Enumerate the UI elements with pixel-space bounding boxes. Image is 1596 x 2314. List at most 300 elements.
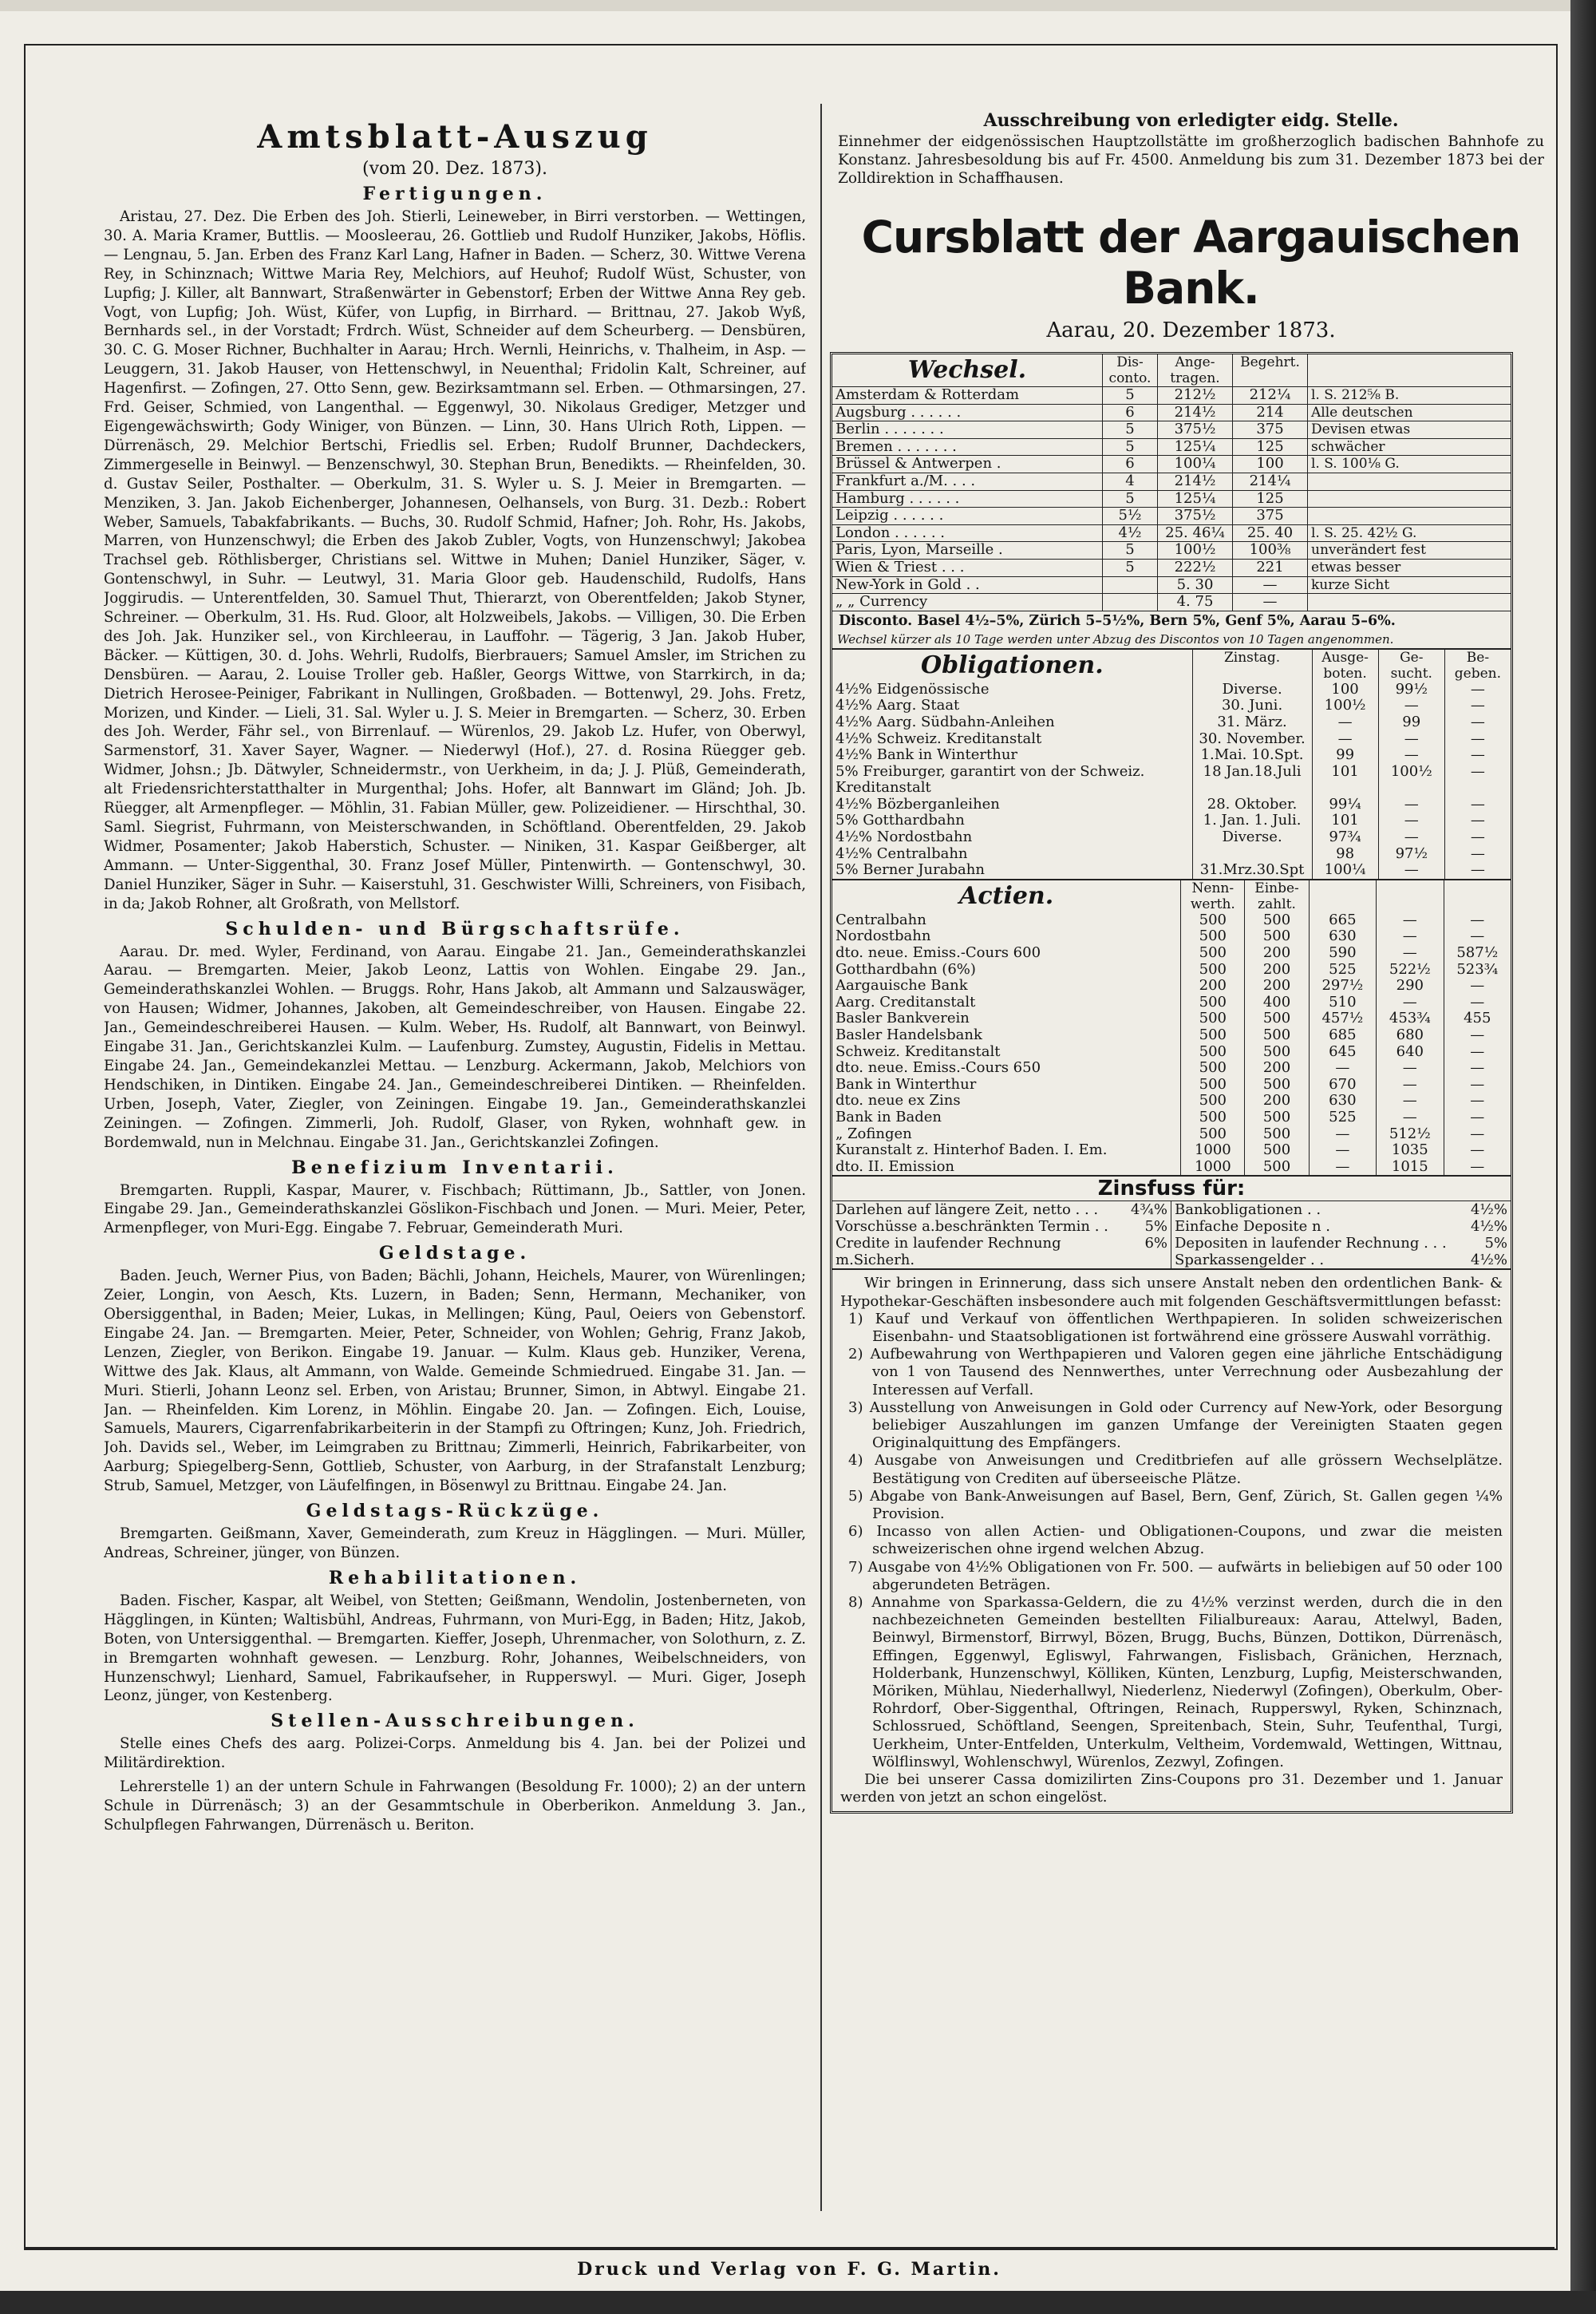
obligation-value: —: [1444, 797, 1511, 813]
zins-label: Vorschüsse a.beschränkten Termin . .: [836, 1218, 1108, 1236]
actien-value: 630: [1309, 928, 1376, 945]
actien-row: [832, 1093, 1511, 1110]
wechsel-place: New-York in Gold . .: [832, 576, 1103, 594]
obligationen-header: Obligationen.: [920, 651, 1104, 679]
wechsel-value: Alle deutschen: [1308, 404, 1511, 421]
wechsel-value: 100⅜: [1233, 542, 1308, 560]
actien-row: [832, 1027, 1511, 1044]
wechsel-value: 4: [1103, 473, 1158, 490]
wechsel-place: Bremen . . . . . . .: [832, 438, 1103, 456]
actien-value: —: [1444, 1142, 1511, 1159]
obligation-value: —: [1444, 731, 1511, 748]
wechsel-value: l. S. 25. 42½ G.: [1308, 524, 1511, 542]
actien-value: 500: [1245, 1159, 1309, 1176]
top-margin: [0, 0, 1570, 11]
notice-item: 5) Abgabe von Bank-Anweisungen auf Basel, Bern, Genf, Zürich, St. Gallen gegen ¼% Provision.: [848, 1487, 1503, 1522]
wechsel-row: [832, 524, 1511, 542]
actien-value: 1035: [1377, 1142, 1444, 1159]
actien-row: [832, 1077, 1511, 1094]
actien-name: dto. neue. Emiss.-Cours 600: [836, 944, 1041, 962]
actien-value: 453¾: [1377, 1011, 1444, 1027]
actien-value: —: [1377, 1060, 1444, 1077]
zins-rate: 4¾%: [1130, 1201, 1167, 1219]
zins-row: [1171, 1201, 1511, 1218]
actien-row: [832, 912, 1511, 929]
actien-value: 522½: [1377, 962, 1444, 979]
wechsel-row: [832, 421, 1511, 439]
obligation-value: Diverse.: [1192, 829, 1312, 846]
notice-item: 7) Ausgabe von 4½% Obligationen von Fr. 500. — aufwärts in beliebigen auf 50 oder 100 abgerundeten Beträgen.: [848, 1558, 1503, 1593]
wechsel-value: 5: [1103, 490, 1158, 508]
actien-name: Basler Bankverein: [836, 1010, 970, 1027]
wechsel-row: [832, 438, 1511, 456]
imprint-footer: Druck und Verlag von F. G. Martin.: [577, 2259, 1001, 2280]
wechsel-value: [1308, 508, 1511, 525]
wechsel-value: 212¼: [1233, 387, 1308, 405]
actien-value: 200: [1245, 1060, 1309, 1077]
wechsel-place: Berlin . . . . . . .: [832, 421, 1103, 439]
section-heading: Fertigungen.: [362, 184, 547, 204]
actien-value: 680: [1377, 1027, 1444, 1044]
actien-value: —: [1377, 928, 1444, 945]
actien-value: 525: [1309, 962, 1376, 979]
obligation-value: 99¼: [1312, 797, 1378, 813]
cursblatt-date: Aarau, 20. Dezember 1873.: [1046, 318, 1336, 342]
actien-value: 512½: [1377, 1126, 1444, 1143]
bottom-rule: [24, 2247, 1555, 2249]
actien-value: —: [1444, 1159, 1511, 1176]
actien-value: 200: [1245, 962, 1309, 979]
wechsel-place: Brüssel & Antwerpen .: [832, 456, 1103, 473]
left-column: [104, 96, 806, 2235]
wechsel-value: l. S. 100⅛ G.: [1308, 456, 1511, 473]
wechsel-row: [832, 490, 1511, 508]
obligation-row: [832, 797, 1511, 813]
wechsel-row: [832, 387, 1511, 405]
zins-rate: 5%: [1484, 1235, 1507, 1252]
obligation-value: —: [1444, 846, 1511, 863]
wechsel-value: 100¼: [1158, 456, 1233, 473]
section-heading: Benefizium Inventarii.: [291, 1157, 618, 1178]
col-begeben: Be- geben.: [1444, 649, 1511, 682]
actien-row: [832, 928, 1511, 945]
actien-value: —: [1444, 1093, 1511, 1110]
wechsel-value: l. S. 212⅝ B.: [1308, 387, 1511, 405]
wechsel-value: 5½: [1103, 508, 1158, 525]
actien-value: 500: [1181, 912, 1245, 929]
section-heading: Rehabilitationen.: [328, 1567, 582, 1588]
actien-value: 525: [1309, 1110, 1376, 1126]
notice-paragraph: Lehrerstelle 1) an der untern Schule in Fahrwangen (Besoldung Fr. 1000); 2) an der untern Schule in Dürrenäsch; 3) an der Gesammtschule in Oberberikon. Anmeldung 3. Jan., Schulpflegen Fahrwangen, Dürrenäsch u. Beriton.: [104, 1778, 806, 1833]
obligation-name: 4½% Eidgenössische: [836, 680, 990, 698]
wechsel-value: 125: [1233, 490, 1308, 508]
actien-value: 500: [1181, 1126, 1245, 1143]
actien-name: Bank in Baden: [836, 1108, 942, 1125]
wechsel-value: —: [1233, 594, 1308, 611]
wechsel-row: [832, 508, 1511, 525]
notice-paragraph: Stelle eines Chefs des aarg. Polizei-Corps. Anmeldung bis 4. Jan. bei der Polizei und Militärdirektion.: [104, 1735, 806, 1772]
obligation-value: [1192, 846, 1312, 863]
obligation-row: [832, 764, 1511, 797]
actien-value: —: [1309, 1126, 1376, 1143]
actien-value: 1000: [1181, 1142, 1245, 1159]
actien-value: 590: [1309, 945, 1376, 962]
col-zinstag: Zinstag.: [1192, 649, 1312, 682]
obligation-name: 5% Gotthardbahn: [836, 812, 965, 829]
zins-row: [1171, 1218, 1511, 1235]
wechsel-value: 100: [1233, 456, 1308, 473]
actien-name: Kuranstalt z. Hinterhof Baden. I. Em.: [836, 1141, 1108, 1159]
obligation-row: [832, 731, 1511, 748]
obligation-row: [832, 813, 1511, 829]
zins-row: [1171, 1252, 1511, 1268]
obligation-name: 4½% Nordostbahn: [836, 829, 973, 846]
actien-value: 290: [1377, 978, 1444, 995]
obligation-value: —: [1444, 862, 1511, 879]
actien-row: [832, 1110, 1511, 1126]
actien-value: 500: [1245, 1142, 1309, 1159]
zins-rate: 4½%: [1470, 1252, 1507, 1269]
wechsel-row: [832, 456, 1511, 473]
actien-value: 645: [1309, 1044, 1376, 1061]
wechsel-value: 5: [1103, 559, 1158, 576]
column-rule: [820, 104, 822, 2211]
wechsel-value: Devisen etwas: [1308, 421, 1511, 439]
actien-value: 665: [1309, 912, 1376, 929]
zinsfuss-header: Zinsfuss für:: [832, 1175, 1511, 1201]
notice-paragraph: Bremgarten. Geißmann, Xaver, Gemeinderath, zum Kreuz in Hägglingen. — Muri. Müller, Andreas, Schreiner, jünger, von Bünzen.: [104, 1525, 806, 1561]
actien-value: 500: [1245, 1027, 1309, 1044]
cursblatt-box: [830, 352, 1513, 1814]
obligation-row: [832, 747, 1511, 764]
actien-value: —: [1444, 1110, 1511, 1126]
wechsel-place: Amsterdam & Rotterdam: [832, 387, 1103, 405]
notice-paragraph: Baden. Jeuch, Werner Pius, von Baden; Bächli, Johann, Heichels, Maurer, von Würenlingen; Zeier, Longin, von Aesch, Kts. Luzern, in Baden; Senn, Hermann, Mechaniker, von Obersiggenthal, in Baden; Meier, Lukas, in Mellingen; Küng, Paul, Oeiers von Gebenstorf. Eingabe 24. Jan. — Bremgarten. Meier, Peter, Schneider, von Wohlen; Gehrig, Franz Jakob, Lenzen, Ziegler, von Berikon. Eingabe 19. Januar. — Kulm. Klaus geb. Hunziker, Verena, Wittwe des Jak. Klaus, alt Ammann, von Walde. Gemeinde Schmiedrued. Eingabe 31. Jan. — Muri. Stierli, Johann Leonz sel. Erben, von Aristau; Brunner, Simon, in Abtwyl. Eingabe 21. Jan. — Rheinfelden. Kim Lorenz, in Möhlin. Eingabe 20. Jan. — Zofingen. Eich, Louise, Samuels, Maurers, Cigarrenfabrikarbeiterin in der Stampfi zu Oftringen; Kunz, Joh. Friedrich, Joh. Davids sel., Weber, im Leimgraben zu Brittnau; Zimmerli, Heinrich, Fabrikarbeiter, von Aarburg; Spiegelberg-Senn, Gottlieb, Schuster, von Aarburg, in der Strafanstalt Lenzburg; Strub, Samuel, Metzger, von Läufelfingen, in Bösenwyl zu Brittnau. Eingabe 24. Jan.: [104, 1268, 806, 1495]
notice-items: [840, 1311, 1503, 1771]
obligation-value: 18 Jan.18.Juli: [1192, 764, 1312, 797]
obligation-row: [832, 714, 1511, 731]
obligation-value: 100½: [1378, 764, 1444, 797]
actien-value: 500: [1181, 1027, 1245, 1044]
actien-value: 500: [1245, 1126, 1309, 1143]
obligation-value: —: [1444, 829, 1511, 846]
obligation-value: 100½: [1312, 698, 1378, 714]
actien-value: 500: [1181, 1110, 1245, 1126]
obligation-value: 97½: [1378, 846, 1444, 863]
notice-paragraph: Aristau, 27. Dez. Die Erben des Joh. Stierli, Leineweber, in Birri verstorben. — Wettingen, 30. A. Maria Kramer, Buttlis. — Moosleerau, 26. Gottlieb und Rudolf Hunziker, Jakobs, Höflis. — Lengnau, 5. Jan. Erben des Franz Karl Lang, Hafner in Baden. — Scherz, 30. Wittwe Verena Rey, in Schinznach; Wittwe Maria Rey, Melchiors, auf Heuhof; Rudolf Wüst, Schuster, von Lupfig; J. Killer, alt Bannwart, Straßenwärter in Gebenstorf; Erben der Wittwe Anna Rey geb. Vogt, von Lupfig; Joh. Wüst, Küfer, von Lupfig, in Birrhard. — Brittnau, 27. Jakob Wyß, Bernhards sel., in der Vorstadt; Frdrch. Wüst, Schneider auf dem Scheurberg. — Densbüren, 30. C. G. Moser Richner, Buchhalter in Aarau; Hrch. Wernli, Heinrichs, v. Thalheim, in Asp. — Leuggern, 31. Jakob Hauser, von Hettenschwyl, in Neuenthal; Fridolin Kalt, Schreiner, auf Hagenfirst. — Zofingen, 27. Otto Senn, gew. Bezirksamtmann sel. Erben. — Othmarsingen, 27. Frd. Geiser, Schmied, von Langenthal. — Eggenwyl, 30. Nikolaus Grediger, Metzger und Eigengewächswirth; Gody Winiger, von Bünzen. — Linn, 30. Hans Ulrich Roth, Lippen. — Dürrenäsch, 29. Melchior Bertschi, Friedlis sel. Erben; Rudolf Brunner, Dachdeckers, Zimmergeselle in Beinwyl. — Benzenschwyl, 30. Stephan Brun, Benedikts. — Rheinfelden, 30. d. Gustav Seiler, Posthalter. — Oberkulm, 31. S. Wyler u. S. J. Meier in Bremgarten. — Menziken, 3. Jan. Jakob Eichenberger, Johannesen, Oelhansels, von Burg. 31. Dezb.: Robert Weber, Samuels, Tabakfabrikants. — Buchs, 30. Rudolf Schmid, Hafner; Joh. Rohr, Hs. Jakobs, Marren, von Hunzenschwyl; die Erben des Jakob Zubler, Vogts, von Hunzenschwyl; Jakobea Trachsel geb. Röthlisberger, Christians sel. Wittwe in Muhen; Daniel Hunziker, Säger, v. Gontenschwyl, in Suhr. — Leutwyl, 31. Maria Gloor geb. Haudenschild, Rudolfs, Hans Joggirudis. — Unterentfelden, 30. Samuel Thut, Thierarzt, von Oberentfelden; Jakob Styner, Schreiner. — Oberkulm, 31. Hs. Rud. Gloor, alt Holzweibels, Jakobs. — Villigen, 30. Die Erben des Joh. Jak. Hunziker sel., von Kirchleerau, in Lauffohr. — Tägerig, 3 Jan. Jakob Huber, Bäcker. — Küttigen, 30. d. Johs. Wehrli, Rudolfs, Bierbrauers; Samuel Amsler, im Strichen zu Densbüren. — Aarau, 2. Louise Troller geb. Haßler, Georgs Wittwe, von Starrkirch, in da; Dietrich Herosee-Peiniger, Fabrikant in Nullingen, Großbaden. — Bottenwyl, 29. Johs. Fretz, Morizen, und Kinder. — Lieli, 31. Sal. Wyler u. J. S. Meier in Bremgarten. — Scherz, 30. Erben des Joh. Werder, Fähr sel., von Birrenlauf. — Würenlos, 29. Jakob Lz. Hufer, von Oberwyl, Sarmenstorf, 31. Xaver Sayer, Wagner. — Niederwyl (Hof.), 27. d. Rosina Rüegger geb. Widmer, Johsn.; Jb. Dätwyler, Schneidermstr., von Uerkheim, in da; J. J. Plüß, Gemeinderath, alt Friedensrichterstatthalter in Murgenthal; Johs. Hofer, alt Bannwart im Gländ; Joh. Jb. Rüegger, alt Armenpfleger. — Möhlin, 31. Fabian Müller, gew. Polizeidiener. — Hirschthal, 30. Saml. Siegrist, Fuhrmann, von Meisterschwanden, in Schöftland. Oberentfelden, 29. Jakob Widmer, Posamenter; Jakob Haberstich, Schuster. — Niniken, 31. Kaspar Geißberger, alt Ammann. — Unter-Siggenthal, 30. Franz Josef Müller, Pintenwirth. — Gontenschwyl, 30. Daniel Hunziker, Säger in Suhr. — Kaiserstuhl, 31. Geschwister Willi, Schreiners, von Fisibach, in da; Jakob Rohner, alt Großrath, von Mellstorf.: [104, 208, 806, 912]
actien-value: —: [1377, 1110, 1444, 1126]
actien-value: 500: [1181, 995, 1245, 1011]
obligation-row: [832, 846, 1511, 863]
zins-label: Credite in laufender Rechnung m.Sicherh.: [836, 1235, 1061, 1269]
cursblatt-title: Cursblatt der Aargauischen Bank.: [861, 212, 1521, 314]
actien-value: 500: [1181, 945, 1245, 962]
actien-value: —: [1444, 1126, 1511, 1143]
wechsel-row: [832, 404, 1511, 421]
ausschreibung-heading: Ausschreibung von erledigter eidg. Stelle.: [983, 110, 1399, 131]
actien-value: —: [1309, 1159, 1376, 1176]
wechsel-value: 375½: [1158, 421, 1233, 439]
zins-row: [832, 1201, 1171, 1218]
bank-notice: [832, 1268, 1511, 1811]
wechsel-value: 222½: [1158, 559, 1233, 576]
actien-name: dto. neue. Emiss.-Cours 650: [836, 1059, 1041, 1077]
obligation-name: 4½% Aarg. Südbahn-Anleihen: [836, 713, 1055, 730]
actien-value: 640: [1377, 1044, 1444, 1061]
obligation-value: 100¼: [1312, 862, 1378, 879]
obligation-value: —: [1312, 714, 1378, 731]
actien-value: —: [1444, 1044, 1511, 1061]
wechsel-value: 4. 75: [1158, 594, 1233, 611]
zinsfuss-left: [832, 1201, 1171, 1268]
obligation-value: 31.Mrz.30.Spt: [1192, 862, 1312, 879]
wechsel-place: London . . . . . .: [832, 524, 1103, 542]
section-heading: Schulden- und Bürgschaftsrüfe.: [225, 918, 685, 939]
notice-item: 4) Ausgabe von Anweisungen und Creditbriefen auf alle grössern Wechselplätze. Bestätigung von Crediten auf überseeische Plätze.: [848, 1452, 1503, 1487]
col-begehrt: Begehrt.: [1233, 354, 1308, 387]
wechsel-value: 221: [1233, 559, 1308, 576]
actien-row: [832, 1142, 1511, 1159]
actien-value: 297½: [1309, 978, 1376, 995]
notice-paragraph: Bremgarten. Ruppli, Kaspar, Maurer, v. Fischbach; Rüttimann, Jb., Sattler, von Jonen. Eingabe 29. Jan., Gemeinderathskanzlei Göslikon-Fischbach und Jonen. — Muri. Meier, Peter, Armenpfleger, von Muri-Egg. Eingabe 7. Februar, Gemeinderath Muri.: [104, 1181, 806, 1237]
actien-value: 500: [1181, 962, 1245, 979]
wechsel-value: 6: [1103, 404, 1158, 421]
disconto-line: Disconto. Basel 4½–5%, Zürich 5–5½%, Bern 5%, Genf 5%, Aarau 5–6%.: [832, 611, 1511, 631]
obligation-value: —: [1312, 731, 1378, 748]
actien-value: 523¾: [1444, 962, 1511, 979]
obligation-value: —: [1378, 813, 1444, 829]
obligation-value: 97¾: [1312, 829, 1378, 846]
actien-value: 500: [1245, 1077, 1309, 1094]
wechsel-value: 5: [1103, 387, 1158, 405]
notice-item: 6) Incasso von allen Actien- und Obligationen-Coupons, und zwar die meisten schweizerischen ohne irgend welchen Abzug.: [848, 1523, 1503, 1558]
wechsel-value: 5: [1103, 438, 1158, 456]
right-column: [830, 104, 1552, 2243]
actien-name: dto. neue ex Zins: [836, 1092, 961, 1110]
obligation-value: 1. Jan. 1. Juli.: [1192, 813, 1312, 829]
obligation-value: —: [1378, 862, 1444, 879]
obligation-value: —: [1444, 747, 1511, 764]
zins-label: Einfache Deposite n .: [1175, 1218, 1331, 1236]
obligation-value: —: [1378, 731, 1444, 748]
actien-value: 500: [1245, 1044, 1309, 1061]
obligation-name: 4½% Bank in Winterthur: [836, 746, 1018, 764]
actien-value: 500: [1245, 912, 1309, 929]
wechsel-note: Wechsel kürzer als 10 Tage werden unter Abzug des Discontos von 10 Tagen angenommen.: [837, 631, 1394, 647]
obligation-value: 30. Juni.: [1192, 698, 1312, 714]
actien-value: 457½: [1309, 1011, 1376, 1027]
wechsel-place: Frankfurt a./M. . . .: [832, 473, 1103, 490]
actien-value: 200: [1245, 1093, 1309, 1110]
actien-table: [832, 879, 1511, 1176]
zins-row: [832, 1235, 1171, 1268]
obligation-value: 101: [1312, 764, 1378, 797]
actien-value: —: [1444, 1060, 1511, 1077]
wechsel-value: 25. 40: [1233, 524, 1308, 542]
wechsel-value: 125¼: [1158, 438, 1233, 456]
obligation-name: 4½% Bözberganleihen: [836, 795, 1000, 813]
actien-name: Centralbahn: [836, 911, 926, 928]
wechsel-value: 5. 30: [1158, 576, 1233, 594]
obligation-name: 4½% Centralbahn: [836, 845, 968, 862]
zinsfuss-block: [832, 1201, 1511, 1268]
wechsel-value: kurze Sicht: [1308, 576, 1511, 594]
wechsel-place: Wien & Triest . . .: [832, 559, 1103, 576]
wechsel-value: [1308, 473, 1511, 490]
col-gesucht: Ge- sucht.: [1378, 649, 1444, 682]
actien-name: Bank in Winterthur: [836, 1075, 977, 1093]
actien-row: [832, 945, 1511, 962]
obligation-name: 5% Berner Jurabahn: [836, 861, 985, 879]
actien-value: —: [1377, 1093, 1444, 1110]
wechsel-header: Wechsel.: [907, 356, 1027, 384]
obligation-value: —: [1444, 813, 1511, 829]
actien-value: —: [1377, 1077, 1444, 1094]
actien-value: 685: [1309, 1027, 1376, 1044]
actien-value: —: [1444, 928, 1511, 945]
obligation-value: —: [1378, 698, 1444, 714]
obligation-value: —: [1378, 829, 1444, 846]
actien-name: Aargauische Bank: [836, 977, 968, 995]
actien-value: 500: [1181, 1077, 1245, 1094]
actien-value: —: [1377, 945, 1444, 962]
wechsel-value: 125: [1233, 438, 1308, 456]
wechsel-value: [1308, 594, 1511, 611]
actien-value: 500: [1245, 928, 1309, 945]
wechsel-value: [1103, 594, 1158, 611]
actien-value: 455: [1444, 1011, 1511, 1027]
zins-rate: 4½%: [1470, 1218, 1507, 1236]
left-sections: [104, 184, 806, 1835]
actien-row: [832, 1126, 1511, 1143]
col-disconto: Dis- conto.: [1103, 354, 1158, 387]
obligation-value: —: [1444, 714, 1511, 731]
actien-value: 500: [1181, 1011, 1245, 1027]
actien-row: [832, 1060, 1511, 1077]
actien-value: —: [1309, 1060, 1376, 1077]
wechsel-row: [832, 473, 1511, 490]
section-heading: Geldstage.: [378, 1243, 531, 1264]
obligation-value: 98: [1312, 846, 1378, 863]
actien-name: Gotthardbahn (6%): [836, 960, 976, 978]
wechsel-value: [1308, 490, 1511, 508]
zins-row: [1171, 1235, 1511, 1252]
page-edge: [1570, 0, 1596, 2314]
wechsel-place: Augsburg . . . . . .: [832, 404, 1103, 421]
actien-value: —: [1444, 912, 1511, 929]
obligation-value: 31. März.: [1192, 714, 1312, 731]
actien-name: Aarg. Creditanstalt: [836, 993, 976, 1011]
amtsblatt-title: Amtsblatt-Auszug: [257, 118, 653, 156]
amtsblatt-date: (vom 20. Dez. 1873).: [362, 159, 547, 179]
obligation-value: 28. Oktober.: [1192, 797, 1312, 813]
actien-value: 587½: [1444, 945, 1511, 962]
obligation-value: —: [1444, 764, 1511, 797]
wechsel-value: 375: [1233, 508, 1308, 525]
wechsel-value: 5: [1103, 542, 1158, 560]
obligation-row: [832, 682, 1511, 698]
wechsel-table: [832, 354, 1511, 611]
actien-value: 670: [1309, 1077, 1376, 1094]
notice-item: 8) Annahme von Sparkassa-Geldern, die zu 4½% verzinst werden, durch die in den nachbezeichneten Gemeinden bestellten Filialbureaux: Aarau, Attelwyl, Baden, Beinwyl, Birmenstorf, Birrwyl, Bözen, Brugg, Buchs, Bünzen, Dottikon, Dürrenäsch, Effingen, Eggenwyl, Egliswyl, Fahrwangen, Fislisbach, Gränichen, Herznach, Holderbank, Hunzenschwyl, Kölliken, Künten, Lenzburg, Lupfig, Meisterschwanden, Möriken, Mühlau, Niederhallwyl, Niederlenz, Niederwyl (Zofingen), Oberkulm, Ober-Rohrdorf, Ober-Siggenthal, Oftringen, Reinach, Rupperswyl, Ryken, Schinznach, Schlossrued, Schöftland, Seengen, Spreitenbach, Stein, Suhr, Teufenthal, Turgi, Uerkheim, Unter-Entfelden, Unterkulm, Veltheim, Vordemwald, Wettingen, Wittnau, Wölflinswyl, Wohlenschwyl, Würenlos, Zezwyl, Zofingen.: [848, 1594, 1503, 1770]
col-ausgeboten: Ausge- boten.: [1312, 649, 1378, 682]
actien-header: Actien.: [959, 881, 1054, 910]
obligation-value: 30. November.: [1192, 731, 1312, 748]
actien-row: [832, 978, 1511, 995]
actien-value: 500: [1181, 1093, 1245, 1110]
wechsel-value: 4½: [1103, 524, 1158, 542]
notice-paragraph: Aarau. Dr. med. Wyler, Ferdinand, von Aarau. Eingabe 21. Jan., Gemeinderathskanzlei Aarau. — Bremgarten. Meier, Jakob Leonz, Lattis von Wohlen. Eingabe 29. Jan., Gemeinderathskanzlei Wohlen. — Bruggs. Rohr, Hans Jakob, alt Ammann und Salzauswäger, von Hausen; Widmer, Johannes, Jakoben, alt Gemeindeschreiber, von Hausen. Eingabe 22. Jan., Gemeindeschreiberei Hausen. — Kulm. Weber, Hs. Rudolf, alt Bannwart, von Beinwyl. Eingabe 31. Jan., Gerichtskanzlei Kulm. — Laufenburg. Zumstey, Augustin, Fidelis in Mettau. Eingabe 24. Jan., Gemeindekanzlei Mettau. — Lenzburg. Ackermann, Jakob, Melchiors von Hendschiken, in Dintiken. Eingabe 24. Jan., Gemeindeschreiberei Dintiken. — Rheinfelden. Urben, Joseph, Vater, Ziegler, von Zeiningen. Eingabe 19. Jan., Gemeinderathskanzlei Zeiningen. — Zofingen. Zimmerli, Joh. Rudolf, Glaser, von Ryken, wohnhaft gew. in Bordemwald, nun in Melchnau. Eingabe 31. Jan., Gerichtskanzlei Zofingen.: [104, 943, 806, 1151]
zins-label: Darlehen auf längere Zeit, netto . . .: [836, 1201, 1099, 1219]
actien-row: [832, 1011, 1511, 1027]
actien-value: —: [1444, 1077, 1511, 1094]
wechsel-row: [832, 594, 1511, 611]
obligation-row: [832, 829, 1511, 846]
wechsel-value: 214: [1233, 404, 1308, 421]
wechsel-value: 214¼: [1233, 473, 1308, 490]
wechsel-value: 25. 46¼: [1158, 524, 1233, 542]
wechsel-value: 214½: [1158, 473, 1233, 490]
actien-row: [832, 995, 1511, 1011]
obligation-value: —: [1444, 682, 1511, 698]
zins-label: Depositen in laufender Rechnung . . .: [1175, 1235, 1447, 1252]
actien-name: Basler Handelsbank: [836, 1026, 982, 1043]
actien-value: —: [1309, 1142, 1376, 1159]
actien-name: „ Zofingen: [836, 1125, 912, 1142]
obligation-value: Diverse.: [1192, 682, 1312, 698]
actien-value: —: [1377, 995, 1444, 1011]
wechsel-row: [832, 542, 1511, 560]
actien-value: —: [1444, 978, 1511, 995]
obligation-value: —: [1378, 747, 1444, 764]
actien-value: 200: [1245, 978, 1309, 995]
wechsel-value: 5: [1103, 421, 1158, 439]
wechsel-value: 125¼: [1158, 490, 1233, 508]
wechsel-row: [832, 576, 1511, 594]
actien-name: Nordostbahn: [836, 928, 931, 945]
wechsel-value: 100½: [1158, 542, 1233, 560]
actien-name: Schweiz. Kreditanstalt: [836, 1042, 1001, 1060]
actien-value: 1000: [1181, 1159, 1245, 1176]
actien-row: [832, 1044, 1511, 1061]
wechsel-place: Hamburg . . . . . .: [832, 490, 1103, 508]
wechsel-value: 212½: [1158, 387, 1233, 405]
actien-value: —: [1444, 1027, 1511, 1044]
notice-intro: Wir bringen in Erinnerung, dass sich unsere Anstalt neben den ordentlichen Bank- & Hypothekar-Geschäften insbesondere auch mit folgenden Geschäftsvermittlungen befasst:: [840, 1275, 1503, 1310]
actien-value: 200: [1181, 978, 1245, 995]
section-heading: Stellen-Ausschreibungen.: [271, 1711, 639, 1732]
wechsel-value: 214½: [1158, 404, 1233, 421]
actien-value: 400: [1245, 995, 1309, 1011]
actien-value: 630: [1309, 1093, 1376, 1110]
obligation-name: 4½% Schweiz. Kreditanstalt: [836, 730, 1042, 747]
bottom-edge: [0, 2291, 1596, 2314]
obligation-value: 101: [1312, 813, 1378, 829]
obligation-value: 99½: [1378, 682, 1444, 698]
ausschreibung-text: Einnehmer der eidgenössischen Hauptzollstätte im großherzoglich badischen Bahnhofe zu Konstanz. Jahresbesoldung bis auf Fr. 4500. Anmeldung bis zum 31. Dezember 1873 bei der Zolldirektion in Schaffhausen.: [838, 133, 1544, 187]
wechsel-place: „ „ Currency: [832, 594, 1103, 611]
actien-value: 500: [1245, 1110, 1309, 1126]
obligation-value: —: [1444, 698, 1511, 714]
actien-value: 1015: [1377, 1159, 1444, 1176]
wechsel-value: —: [1233, 576, 1308, 594]
notice-item: 1) Kauf und Verkauf von öffentlichen Werthpapieren. In soliden schweizerischen Eisenbahn- und Staatsobligationen ist fortwährend eine grössere Auswahl vorräthig.: [848, 1310, 1503, 1345]
obligation-value: 99: [1378, 714, 1444, 731]
obligation-name: 5% Freiburger, garantirt von der Schweiz. Kreditanstalt: [836, 762, 1145, 797]
obligation-value: —: [1378, 797, 1444, 813]
col-nennwerth: Nenn- werth.: [1181, 880, 1245, 912]
zins-rate: 6%: [1144, 1235, 1167, 1252]
